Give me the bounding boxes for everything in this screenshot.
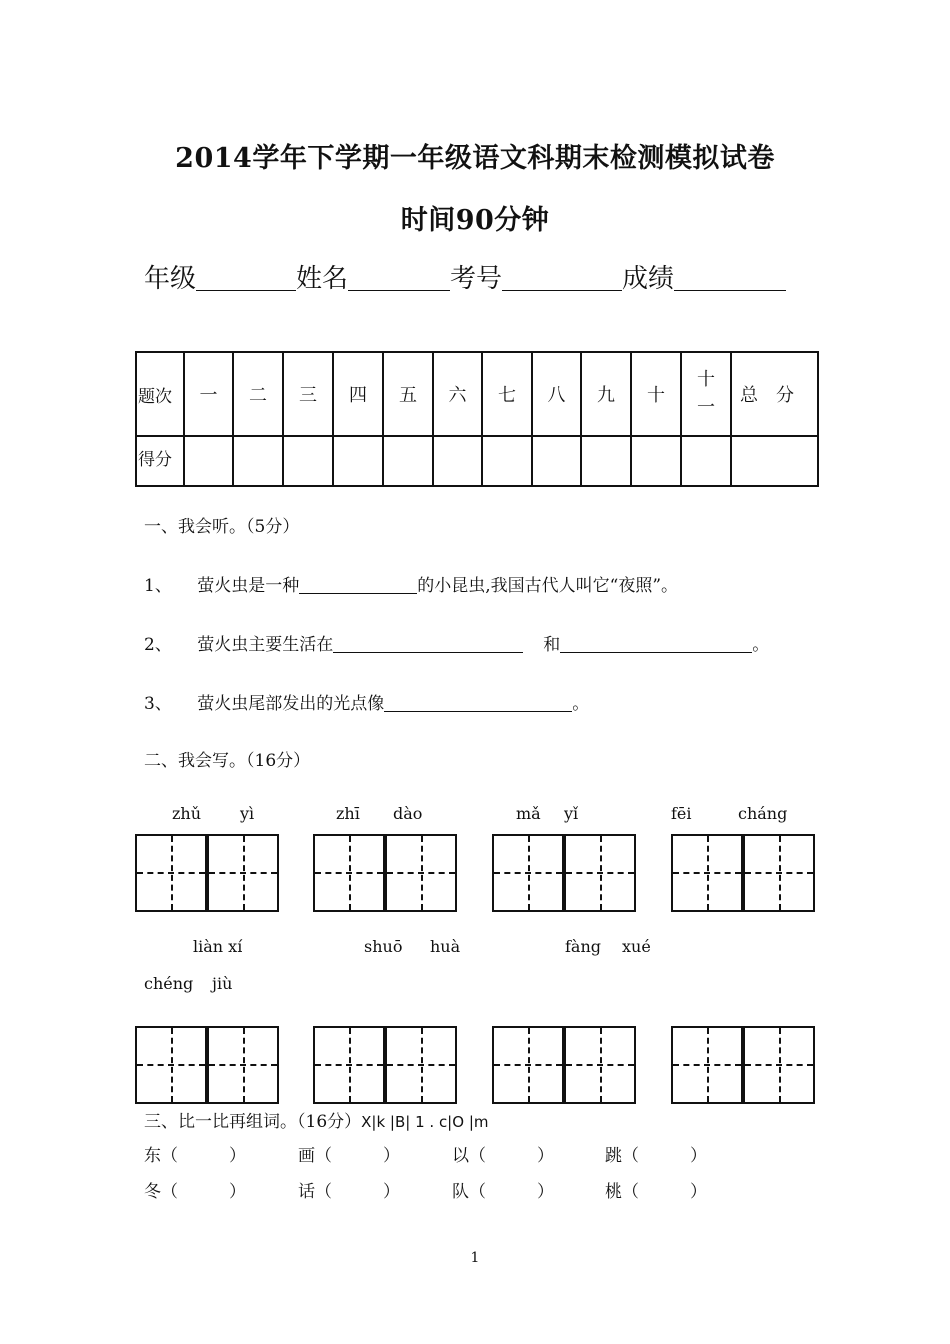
col-header: 十一 <box>681 352 731 436</box>
writing-grid[interactable] <box>313 834 457 912</box>
name-blank[interactable] <box>348 264 450 291</box>
compare-item: 跳（ ） <box>605 1146 707 1166</box>
q1-text-after: 的小昆虫,我国古代人叫它“夜照”。 <box>417 576 679 596</box>
pinyin-zhi: zhī <box>336 804 360 823</box>
name-label: 姓名 <box>296 264 349 294</box>
exam-title: 2014学年下学期一年级语文科期末检测模拟试卷 <box>175 143 775 174</box>
col-header: 十 <box>631 352 681 436</box>
score-cell[interactable] <box>581 436 631 486</box>
writing-grid[interactable] <box>671 1026 815 1104</box>
compare-item: 话（ ） <box>298 1182 400 1202</box>
score-cell[interactable] <box>482 436 532 486</box>
compare-item: 东（ ） <box>144 1146 246 1166</box>
q3-number: 3、 <box>144 694 172 714</box>
total-header: 总 分 <box>731 352 818 436</box>
section2-heading: 二、我会写。（16分） <box>144 751 311 771</box>
col-header: 八 <box>532 352 581 436</box>
compare-item: 冬（ ） <box>144 1182 246 1202</box>
score-row-label: 得分 <box>136 436 184 486</box>
question-1 <box>144 571 678 596</box>
question-number-label: 题次 <box>136 352 184 436</box>
pinyin-lianxi: liàn xí <box>193 937 243 956</box>
q2-blank-1[interactable] <box>333 634 523 653</box>
exam-number-label: 考号 <box>450 264 503 294</box>
score-cell[interactable] <box>383 436 433 486</box>
score-cell[interactable] <box>333 436 383 486</box>
writing-grid[interactable] <box>671 834 815 912</box>
question-3 <box>144 689 589 714</box>
compare-item: 以（ ） <box>452 1146 554 1166</box>
col-header: 五 <box>383 352 433 436</box>
pinyin-yi: yì <box>240 804 255 823</box>
col-header: 一 <box>184 352 233 436</box>
total-score-cell[interactable] <box>731 436 818 486</box>
section1-heading: 一、我会听。（5分） <box>144 517 300 537</box>
score-label: 成绩 <box>622 264 675 294</box>
score-cell[interactable] <box>532 436 581 486</box>
col-header: 九 <box>581 352 631 436</box>
pinyin-shuo: shuō <box>364 937 403 956</box>
pinyin-fei: fēi <box>671 804 692 823</box>
score-cell[interactable] <box>283 436 333 486</box>
pinyin-fang: fàng <box>565 937 602 956</box>
q3-text-before: 萤火虫尾部发出的光点像 <box>197 694 385 714</box>
pinyin-cheng: chéng <box>144 974 194 993</box>
question-number-row <box>136 352 818 436</box>
q2-blank-2[interactable] <box>560 634 752 653</box>
question-2 <box>144 630 769 655</box>
score-table <box>135 351 819 487</box>
score-cell[interactable] <box>433 436 482 486</box>
writing-grid[interactable] <box>492 834 636 912</box>
section3-heading: 三、比一比再组词。（16分） <box>144 1112 362 1132</box>
grade-label: 年级 <box>144 264 197 294</box>
compare-item: 画（ ） <box>298 1146 400 1166</box>
student-info-line <box>144 258 786 295</box>
pinyin-zhu: zhǔ <box>172 804 202 823</box>
writing-grid[interactable] <box>135 1026 279 1104</box>
col-header: 六 <box>433 352 482 436</box>
q1-blank[interactable] <box>299 575 417 594</box>
q1-text-before: 萤火虫是一种 <box>197 576 300 596</box>
writing-grid[interactable] <box>313 1026 457 1104</box>
exam-number-blank[interactable] <box>502 264 622 291</box>
col-header: 四 <box>333 352 383 436</box>
q2-text-after: 。 <box>752 635 770 655</box>
compare-item: 桃（ ） <box>605 1182 707 1202</box>
watermark-text: X|k |B| 1 . c|O |m <box>361 1113 489 1131</box>
writing-grid[interactable] <box>492 1026 636 1104</box>
col-header: 二 <box>233 352 283 436</box>
q3-text-after: 。 <box>572 694 590 714</box>
pinyin-xue: xué <box>622 937 651 956</box>
page-number: 1 <box>470 1250 480 1266</box>
compare-item: 队（ ） <box>452 1182 554 1202</box>
pinyin-jiu: jiù <box>212 974 233 993</box>
pinyin-chang: cháng <box>738 804 788 823</box>
score-cell[interactable] <box>184 436 233 486</box>
exam-duration: 时间90分钟 <box>400 205 550 236</box>
pinyin-yi2: yǐ <box>564 804 579 823</box>
q3-blank[interactable] <box>384 693 572 712</box>
col-header: 七 <box>482 352 532 436</box>
q2-number: 2、 <box>144 635 172 655</box>
section3-heading-line <box>144 1107 488 1132</box>
q1-number: 1、 <box>144 576 172 596</box>
q2-text-and: 和 <box>543 635 561 655</box>
score-blank[interactable] <box>674 264 786 291</box>
writing-grid[interactable] <box>135 834 279 912</box>
q2-text-before: 萤火虫主要生活在 <box>197 635 334 655</box>
score-cell[interactable] <box>233 436 283 486</box>
pinyin-dao: dào <box>393 804 423 823</box>
col-header: 三 <box>283 352 333 436</box>
grade-blank[interactable] <box>196 264 296 291</box>
score-row <box>136 436 818 486</box>
pinyin-ma: mǎ <box>516 804 541 823</box>
score-cell[interactable] <box>631 436 681 486</box>
score-cell[interactable] <box>681 436 731 486</box>
pinyin-hua: huà <box>430 937 461 956</box>
